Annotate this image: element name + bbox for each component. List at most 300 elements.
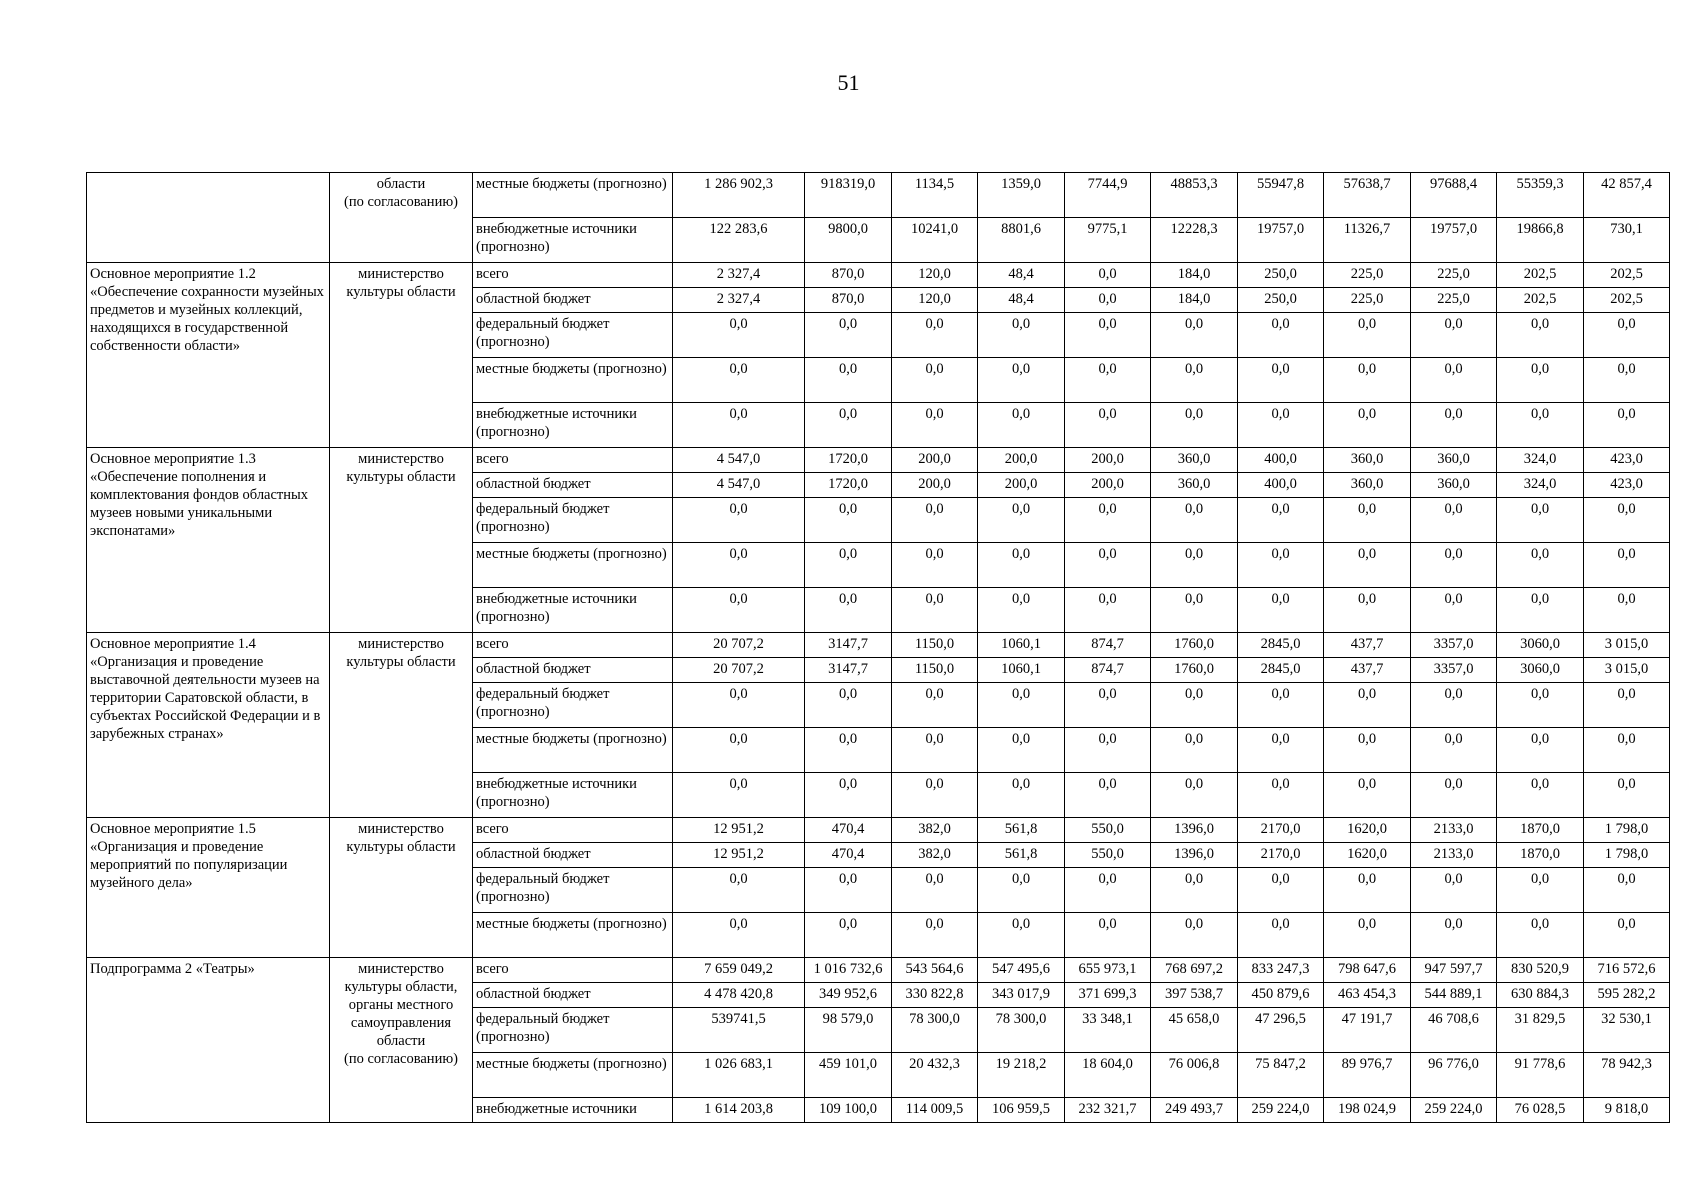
funding-source-cell: внебюджетные источники (прогнозно): [473, 588, 673, 633]
measure-name-cell: [87, 173, 330, 263]
amount-cell: 0,0: [1238, 358, 1324, 403]
amount-cell: 0,0: [978, 358, 1065, 403]
amount-cell: 91 778,6: [1497, 1053, 1584, 1098]
amount-cell: 0,0: [805, 403, 892, 448]
funding-source-cell: федеральный бюджет (прогнозно): [473, 1008, 673, 1053]
amount-cell: 198 024,9: [1324, 1098, 1411, 1123]
amount-cell: 0,0: [978, 403, 1065, 448]
amount-cell: 397 538,7: [1151, 983, 1238, 1008]
amount-cell: 0,0: [1411, 683, 1497, 728]
amount-cell: 1150,0: [892, 633, 978, 658]
amount-cell: 0,0: [805, 773, 892, 818]
amount-cell: 9800,0: [805, 218, 892, 263]
table-row: [87, 633, 1670, 658]
amount-cell: 0,0: [1065, 543, 1151, 588]
amount-cell: 0,0: [892, 773, 978, 818]
amount-cell: 539741,5: [673, 1008, 805, 1053]
amount-cell: 4 478 420,8: [673, 983, 805, 1008]
amount-cell: 48,4: [978, 263, 1065, 288]
table-row: [87, 448, 1670, 473]
amount-cell: 0,0: [892, 403, 978, 448]
amount-cell: 0,0: [1065, 913, 1151, 958]
amount-cell: 1620,0: [1324, 843, 1411, 868]
amount-cell: 12228,3: [1151, 218, 1238, 263]
amount-cell: 120,0: [892, 288, 978, 313]
amount-cell: 0,0: [1151, 358, 1238, 403]
amount-cell: 19866,8: [1497, 218, 1584, 263]
amount-cell: 550,0: [1065, 818, 1151, 843]
amount-cell: 55947,8: [1238, 173, 1324, 218]
amount-cell: 0,0: [673, 358, 805, 403]
amount-cell: 3060,0: [1497, 633, 1584, 658]
amount-cell: 1760,0: [1151, 658, 1238, 683]
amount-cell: 0,0: [805, 358, 892, 403]
amount-cell: 798 647,6: [1324, 958, 1411, 983]
amount-cell: 0,0: [1497, 683, 1584, 728]
amount-cell: 1060,1: [978, 633, 1065, 658]
amount-cell: 349 952,6: [805, 983, 892, 1008]
amount-cell: 360,0: [1324, 473, 1411, 498]
amount-cell: 75 847,2: [1238, 1053, 1324, 1098]
amount-cell: 122 283,6: [673, 218, 805, 263]
amount-cell: 0,0: [1238, 543, 1324, 588]
funding-source-cell: областной бюджет: [473, 983, 673, 1008]
amount-cell: 0,0: [1411, 588, 1497, 633]
amount-cell: 561,8: [978, 818, 1065, 843]
amount-cell: 1720,0: [805, 448, 892, 473]
amount-cell: 2 327,4: [673, 263, 805, 288]
amount-cell: 1870,0: [1497, 843, 1584, 868]
amount-cell: 0,0: [673, 313, 805, 358]
amount-cell: 0,0: [805, 683, 892, 728]
amount-cell: 0,0: [892, 913, 978, 958]
amount-cell: 10241,0: [892, 218, 978, 263]
amount-cell: 0,0: [1497, 728, 1584, 773]
amount-cell: 0,0: [1065, 313, 1151, 358]
amount-cell: 2133,0: [1411, 843, 1497, 868]
amount-cell: 0,0: [1238, 403, 1324, 448]
amount-cell: 0,0: [1324, 498, 1411, 543]
page-number: 51: [837, 70, 860, 95]
amount-cell: 0,0: [1151, 683, 1238, 728]
amount-cell: 225,0: [1324, 288, 1411, 313]
amount-cell: 78 300,0: [978, 1008, 1065, 1053]
funding-source-cell: местные бюджеты (прогнозно): [473, 728, 673, 773]
amount-cell: 423,0: [1584, 448, 1670, 473]
amount-cell: 0,0: [1238, 773, 1324, 818]
amount-cell: 76 028,5: [1497, 1098, 1584, 1123]
amount-cell: 382,0: [892, 843, 978, 868]
amount-cell: 324,0: [1497, 473, 1584, 498]
amount-cell: 0,0: [892, 683, 978, 728]
amount-cell: 0,0: [978, 868, 1065, 913]
amount-cell: 200,0: [1065, 448, 1151, 473]
amount-cell: 874,7: [1065, 658, 1151, 683]
amount-cell: 0,0: [1238, 728, 1324, 773]
amount-cell: 0,0: [1324, 588, 1411, 633]
amount-cell: 48,4: [978, 288, 1065, 313]
amount-cell: 0,0: [1584, 313, 1670, 358]
amount-cell: 470,4: [805, 843, 892, 868]
amount-cell: 0,0: [1151, 543, 1238, 588]
amount-cell: 0,0: [892, 588, 978, 633]
amount-cell: 0,0: [805, 913, 892, 958]
amount-cell: 0,0: [1497, 588, 1584, 633]
amount-cell: 423,0: [1584, 473, 1670, 498]
amount-cell: 0,0: [978, 543, 1065, 588]
funding-source-cell: федеральный бюджет (прогнозно): [473, 498, 673, 543]
amount-cell: 437,7: [1324, 633, 1411, 658]
amount-cell: 830 520,9: [1497, 958, 1584, 983]
amount-cell: 0,0: [1065, 358, 1151, 403]
amount-cell: 184,0: [1151, 263, 1238, 288]
amount-cell: 106 959,5: [978, 1098, 1065, 1123]
amount-cell: 655 973,1: [1065, 958, 1151, 983]
amount-cell: 0,0: [1497, 358, 1584, 403]
funding-source-cell: местные бюджеты (прогнозно): [473, 543, 673, 588]
amount-cell: 371 699,3: [1065, 983, 1151, 1008]
amount-cell: 874,7: [1065, 633, 1151, 658]
funding-source-cell: федеральный бюджет (прогнозно): [473, 868, 673, 913]
amount-cell: 202,5: [1584, 263, 1670, 288]
amount-cell: 0,0: [1411, 868, 1497, 913]
amount-cell: 232 321,7: [1065, 1098, 1151, 1123]
amount-cell: 1620,0: [1324, 818, 1411, 843]
amount-cell: 470,4: [805, 818, 892, 843]
amount-cell: 0,0: [1324, 913, 1411, 958]
amount-cell: 0,0: [978, 498, 1065, 543]
amount-cell: 360,0: [1151, 473, 1238, 498]
amount-cell: 0,0: [1584, 868, 1670, 913]
amount-cell: 4 547,0: [673, 448, 805, 473]
executor-cell: министерство культуры области, органы местного самоуправления области (по согласованию): [330, 958, 473, 1123]
amount-cell: 0,0: [1584, 358, 1670, 403]
table-row: [87, 173, 1670, 218]
amount-cell: 544 889,1: [1411, 983, 1497, 1008]
amount-cell: 0,0: [1151, 588, 1238, 633]
amount-cell: 3357,0: [1411, 633, 1497, 658]
amount-cell: 9 818,0: [1584, 1098, 1670, 1123]
amount-cell: 0,0: [1584, 913, 1670, 958]
amount-cell: 1 798,0: [1584, 818, 1670, 843]
amount-cell: 1 016 732,6: [805, 958, 892, 983]
amount-cell: 42 857,4: [1584, 173, 1670, 218]
amount-cell: 48853,3: [1151, 173, 1238, 218]
amount-cell: 0,0: [1324, 683, 1411, 728]
amount-cell: 109 100,0: [805, 1098, 892, 1123]
executor-cell: министерство культуры области: [330, 633, 473, 818]
amount-cell: 32 530,1: [1584, 1008, 1670, 1053]
amount-cell: 0,0: [1411, 773, 1497, 818]
amount-cell: 0,0: [1411, 913, 1497, 958]
budget-table: [86, 172, 1670, 1123]
funding-source-cell: федеральный бюджет (прогнозно): [473, 313, 673, 358]
amount-cell: 716 572,6: [1584, 958, 1670, 983]
funding-source-cell: областной бюджет: [473, 658, 673, 683]
amount-cell: 19757,0: [1411, 218, 1497, 263]
amount-cell: 947 597,7: [1411, 958, 1497, 983]
amount-cell: 202,5: [1584, 288, 1670, 313]
amount-cell: 0,0: [805, 728, 892, 773]
amount-cell: 0,0: [892, 358, 978, 403]
funding-source-cell: внебюджетные источники: [473, 1098, 673, 1123]
amount-cell: 1359,0: [978, 173, 1065, 218]
amount-cell: 0,0: [673, 498, 805, 543]
amount-cell: 0,0: [978, 728, 1065, 773]
amount-cell: 1 286 902,3: [673, 173, 805, 218]
amount-cell: 0,0: [673, 403, 805, 448]
amount-cell: 0,0: [805, 588, 892, 633]
amount-cell: 98 579,0: [805, 1008, 892, 1053]
amount-cell: 0,0: [1497, 313, 1584, 358]
amount-cell: 450 879,6: [1238, 983, 1324, 1008]
amount-cell: 33 348,1: [1065, 1008, 1151, 1053]
amount-cell: 0,0: [1238, 498, 1324, 543]
amount-cell: 1396,0: [1151, 818, 1238, 843]
amount-cell: 9775,1: [1065, 218, 1151, 263]
amount-cell: 0,0: [892, 868, 978, 913]
amount-cell: 324,0: [1497, 448, 1584, 473]
funding-source-cell: всего: [473, 958, 673, 983]
funding-source-cell: областной бюджет: [473, 473, 673, 498]
amount-cell: 0,0: [892, 728, 978, 773]
amount-cell: 20 707,2: [673, 658, 805, 683]
amount-cell: 0,0: [1324, 403, 1411, 448]
funding-source-cell: внебюджетные источники (прогнозно): [473, 773, 673, 818]
amount-cell: 250,0: [1238, 263, 1324, 288]
amount-cell: 550,0: [1065, 843, 1151, 868]
amount-cell: 0,0: [1065, 868, 1151, 913]
amount-cell: 225,0: [1411, 288, 1497, 313]
funding-source-cell: областной бюджет: [473, 288, 673, 313]
amount-cell: 768 697,2: [1151, 958, 1238, 983]
funding-source-cell: всего: [473, 818, 673, 843]
amount-cell: 11326,7: [1324, 218, 1411, 263]
amount-cell: 0,0: [1411, 358, 1497, 403]
amount-cell: 0,0: [1151, 313, 1238, 358]
amount-cell: 200,0: [892, 448, 978, 473]
amount-cell: 0,0: [1324, 868, 1411, 913]
executor-cell: области (по согласованию): [330, 173, 473, 263]
amount-cell: 7 659 049,2: [673, 958, 805, 983]
amount-cell: 0,0: [673, 773, 805, 818]
amount-cell: 595 282,2: [1584, 983, 1670, 1008]
amount-cell: 547 495,6: [978, 958, 1065, 983]
funding-source-cell: всего: [473, 633, 673, 658]
funding-source-cell: местные бюджеты (прогнозно): [473, 913, 673, 958]
amount-cell: 3060,0: [1497, 658, 1584, 683]
amount-cell: 0,0: [1411, 728, 1497, 773]
amount-cell: 57638,7: [1324, 173, 1411, 218]
amount-cell: 437,7: [1324, 658, 1411, 683]
amount-cell: 0,0: [1151, 868, 1238, 913]
amount-cell: 0,0: [1151, 913, 1238, 958]
amount-cell: 543 564,6: [892, 958, 978, 983]
amount-cell: 7744,9: [1065, 173, 1151, 218]
amount-cell: 463 454,3: [1324, 983, 1411, 1008]
measure-name-cell: Основное мероприятие 1.3 «Обеспечение пополнения и комплектования фондов областных музеев новыми уникальными экспонатами»: [87, 448, 330, 633]
amount-cell: 0,0: [1411, 403, 1497, 448]
amount-cell: 0,0: [1324, 543, 1411, 588]
amount-cell: 202,5: [1497, 288, 1584, 313]
amount-cell: 3 015,0: [1584, 658, 1670, 683]
amount-cell: 78 300,0: [892, 1008, 978, 1053]
amount-cell: 0,0: [1324, 728, 1411, 773]
amount-cell: 0,0: [1497, 773, 1584, 818]
amount-cell: 89 976,7: [1324, 1053, 1411, 1098]
amount-cell: 259 224,0: [1238, 1098, 1324, 1123]
amount-cell: 1870,0: [1497, 818, 1584, 843]
amount-cell: 1134,5: [892, 173, 978, 218]
amount-cell: 31 829,5: [1497, 1008, 1584, 1053]
amount-cell: 0,0: [1238, 868, 1324, 913]
funding-source-cell: внебюджетные источники (прогнозно): [473, 218, 673, 263]
amount-cell: 0,0: [805, 313, 892, 358]
amount-cell: 1 798,0: [1584, 843, 1670, 868]
amount-cell: 1150,0: [892, 658, 978, 683]
amount-cell: 330 822,8: [892, 983, 978, 1008]
amount-cell: 0,0: [1065, 498, 1151, 543]
amount-cell: 1396,0: [1151, 843, 1238, 868]
amount-cell: 0,0: [673, 913, 805, 958]
amount-cell: 730,1: [1584, 218, 1670, 263]
executor-cell: министерство культуры области: [330, 448, 473, 633]
amount-cell: 561,8: [978, 843, 1065, 868]
amount-cell: 1060,1: [978, 658, 1065, 683]
amount-cell: 400,0: [1238, 448, 1324, 473]
table-row: [87, 958, 1670, 983]
amount-cell: 0,0: [673, 728, 805, 773]
executor-cell: министерство культуры области: [330, 263, 473, 448]
amount-cell: 97688,4: [1411, 173, 1497, 218]
amount-cell: 0,0: [1238, 588, 1324, 633]
amount-cell: 0,0: [1151, 728, 1238, 773]
amount-cell: 0,0: [1065, 263, 1151, 288]
amount-cell: 1760,0: [1151, 633, 1238, 658]
amount-cell: 870,0: [805, 263, 892, 288]
amount-cell: 0,0: [1065, 683, 1151, 728]
funding-source-cell: местные бюджеты (прогнозно): [473, 358, 673, 403]
amount-cell: 1720,0: [805, 473, 892, 498]
funding-source-cell: внебюджетные источники (прогнозно): [473, 403, 673, 448]
amount-cell: 259 224,0: [1411, 1098, 1497, 1123]
amount-cell: 0,0: [1584, 728, 1670, 773]
amount-cell: 2170,0: [1238, 818, 1324, 843]
measure-name-cell: Основное мероприятие 1.2 «Обеспечение сохранности музейных предметов и музейных коллекций, находящихся в государственной собственности области»: [87, 263, 330, 448]
amount-cell: 0,0: [978, 313, 1065, 358]
amount-cell: 55359,3: [1497, 173, 1584, 218]
amount-cell: 2845,0: [1238, 633, 1324, 658]
amount-cell: 78 942,3: [1584, 1053, 1670, 1098]
amount-cell: 250,0: [1238, 288, 1324, 313]
amount-cell: 0,0: [1324, 773, 1411, 818]
amount-cell: 0,0: [1497, 498, 1584, 543]
funding-source-cell: всего: [473, 263, 673, 288]
amount-cell: 20 707,2: [673, 633, 805, 658]
amount-cell: 3147,7: [805, 633, 892, 658]
amount-cell: 96 776,0: [1411, 1053, 1497, 1098]
amount-cell: 47 191,7: [1324, 1008, 1411, 1053]
amount-cell: 0,0: [978, 683, 1065, 728]
amount-cell: 0,0: [673, 588, 805, 633]
amount-cell: 0,0: [1584, 403, 1670, 448]
amount-cell: 225,0: [1411, 263, 1497, 288]
table-row: [87, 263, 1670, 288]
amount-cell: 1 614 203,8: [673, 1098, 805, 1123]
funding-source-cell: местные бюджеты (прогнозно): [473, 1053, 673, 1098]
amount-cell: 3357,0: [1411, 658, 1497, 683]
amount-cell: 0,0: [1238, 683, 1324, 728]
amount-cell: 8801,6: [978, 218, 1065, 263]
amount-cell: 0,0: [892, 498, 978, 543]
amount-cell: 833 247,3: [1238, 958, 1324, 983]
amount-cell: 202,5: [1497, 263, 1584, 288]
amount-cell: 0,0: [1584, 773, 1670, 818]
amount-cell: 0,0: [673, 683, 805, 728]
amount-cell: 76 006,8: [1151, 1053, 1238, 1098]
amount-cell: 360,0: [1411, 448, 1497, 473]
budget-table-body: [87, 173, 1670, 1123]
measure-name-cell: Подпрограмма 2 «Театры»: [87, 958, 330, 1123]
amount-cell: 0,0: [1497, 403, 1584, 448]
amount-cell: 0,0: [1584, 498, 1670, 543]
amount-cell: 0,0: [805, 868, 892, 913]
amount-cell: 2133,0: [1411, 818, 1497, 843]
amount-cell: 0,0: [978, 913, 1065, 958]
amount-cell: 19 218,2: [978, 1053, 1065, 1098]
amount-cell: 0,0: [1497, 868, 1584, 913]
amount-cell: 0,0: [892, 313, 978, 358]
amount-cell: 0,0: [1151, 403, 1238, 448]
measure-name-cell: Основное мероприятие 1.4 «Организация и проведение выставочной деятельности музеев на территории Саратовской области, в субъектах Российской Федерации и в зарубежных странах»: [87, 633, 330, 818]
amount-cell: 120,0: [892, 263, 978, 288]
amount-cell: 0,0: [1584, 683, 1670, 728]
amount-cell: 0,0: [1497, 913, 1584, 958]
amount-cell: 343 017,9: [978, 983, 1065, 1008]
amount-cell: 360,0: [1324, 448, 1411, 473]
amount-cell: 3 015,0: [1584, 633, 1670, 658]
amount-cell: 0,0: [1411, 543, 1497, 588]
amount-cell: 200,0: [978, 473, 1065, 498]
amount-cell: 2170,0: [1238, 843, 1324, 868]
amount-cell: 870,0: [805, 288, 892, 313]
amount-cell: 249 493,7: [1151, 1098, 1238, 1123]
amount-cell: 0,0: [1324, 313, 1411, 358]
amount-cell: 0,0: [1065, 773, 1151, 818]
amount-cell: 382,0: [892, 818, 978, 843]
amount-cell: 0,0: [1065, 728, 1151, 773]
amount-cell: 0,0: [1151, 498, 1238, 543]
amount-cell: 0,0: [892, 543, 978, 588]
amount-cell: 1 026 683,1: [673, 1053, 805, 1098]
amount-cell: 0,0: [1065, 288, 1151, 313]
amount-cell: 3147,7: [805, 658, 892, 683]
amount-cell: 0,0: [1324, 358, 1411, 403]
amount-cell: 200,0: [1065, 473, 1151, 498]
amount-cell: 2845,0: [1238, 658, 1324, 683]
amount-cell: 0,0: [673, 543, 805, 588]
amount-cell: 0,0: [978, 773, 1065, 818]
amount-cell: 184,0: [1151, 288, 1238, 313]
amount-cell: 46 708,6: [1411, 1008, 1497, 1053]
amount-cell: 19757,0: [1238, 218, 1324, 263]
amount-cell: 0,0: [1238, 913, 1324, 958]
amount-cell: 459 101,0: [805, 1053, 892, 1098]
amount-cell: 0,0: [1151, 773, 1238, 818]
amount-cell: 630 884,3: [1497, 983, 1584, 1008]
funding-source-cell: областной бюджет: [473, 843, 673, 868]
amount-cell: 0,0: [1238, 313, 1324, 358]
